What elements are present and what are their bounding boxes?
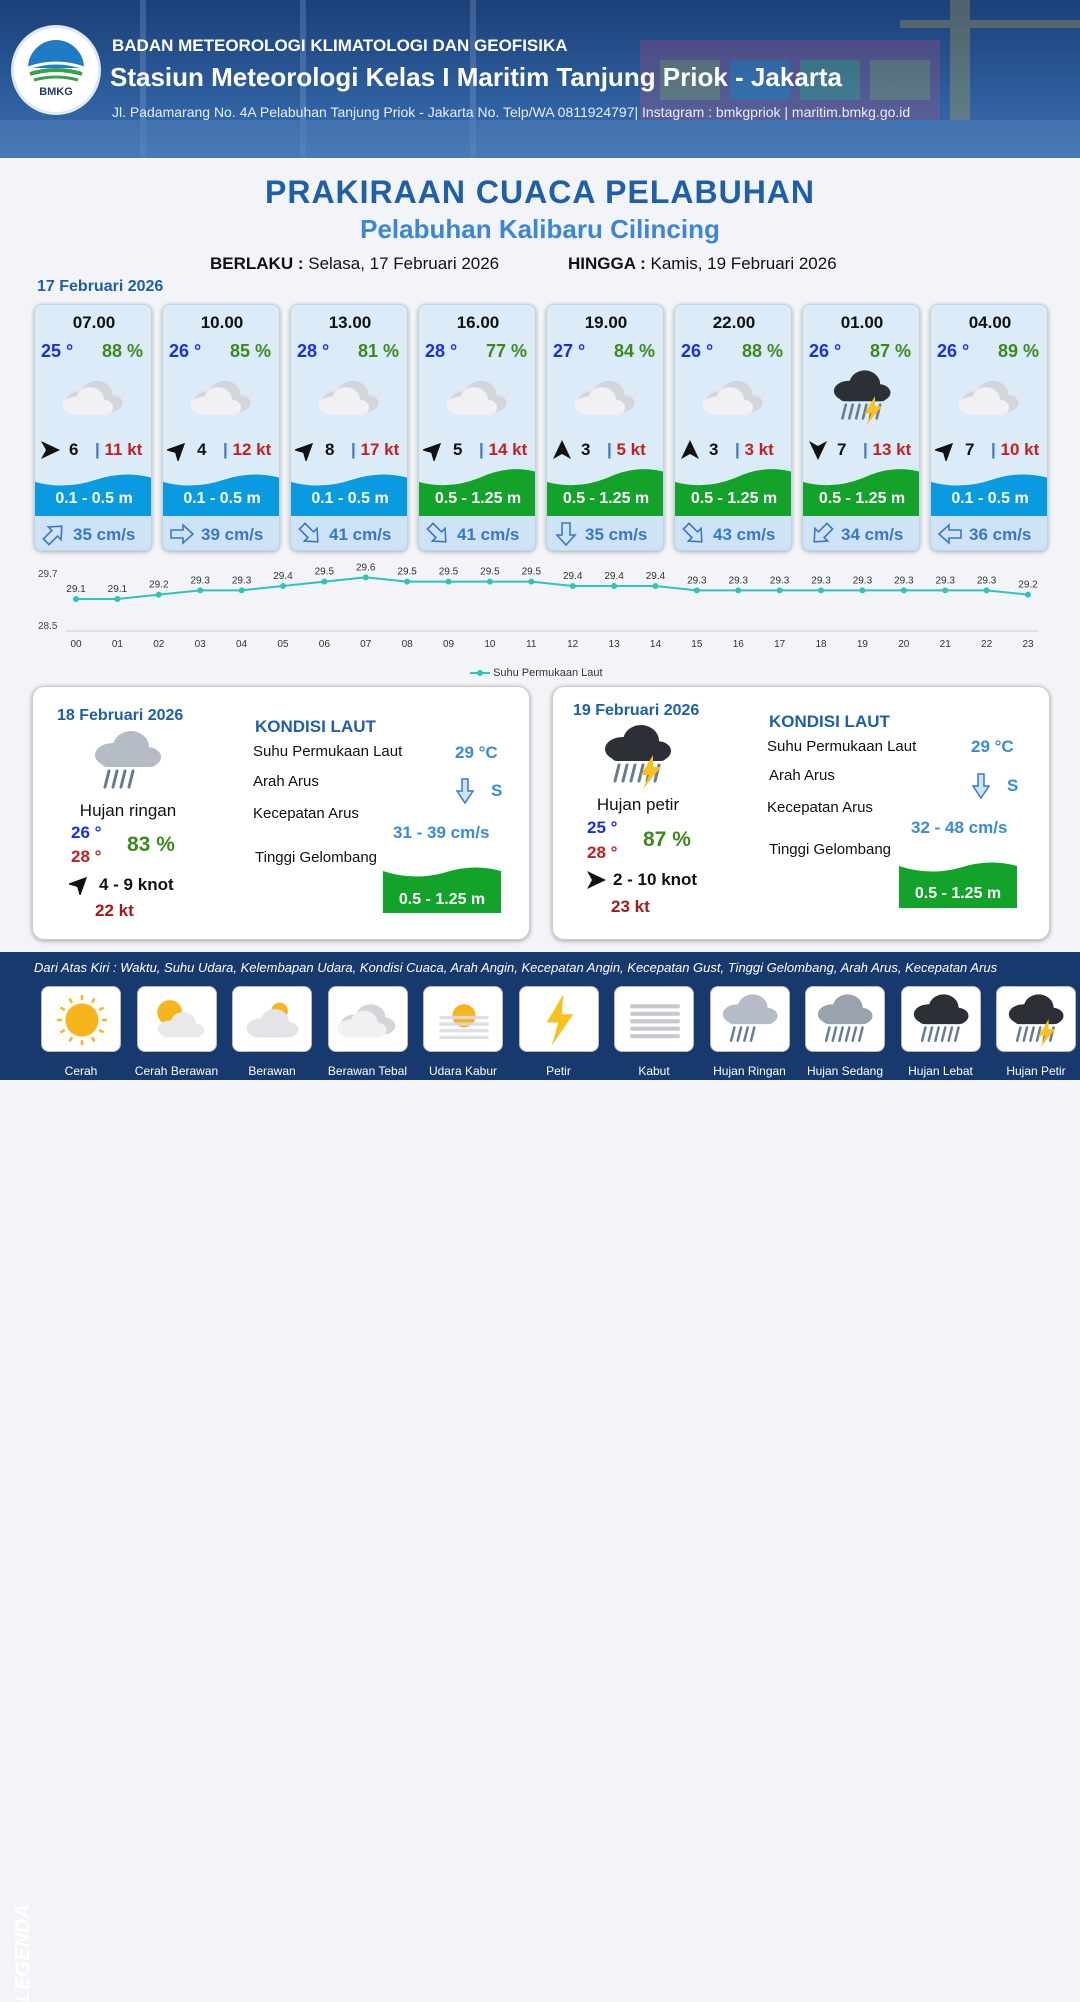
legend-item-petir [519,986,599,1052]
x-tick-label: 02 [153,639,165,650]
hujan-lebat-icon [907,991,977,1049]
legend-item-hujan-lebat [901,986,981,1052]
sea-condition-title: KONDISI LAUT [769,712,890,731]
page-subtitle: Pelabuhan Kalibaru Cilincing [360,214,720,244]
legend-label: Hujan Lebat [908,1064,973,1078]
data-label: 29.4 [604,571,624,582]
legend-item-udara-kabur [423,986,503,1052]
legend-label: Hujan Petir [1006,1064,1066,1078]
sst-series-line [76,577,1028,599]
legend-label: Hujan Ringan [713,1064,786,1078]
legend-label: Cerah Berawan [134,1064,219,1078]
valid-to-label: HINGGA : [568,254,646,273]
current-direction-icon [681,521,707,547]
card-wind-speed: 6 [69,440,79,459]
bmkg-logo [14,28,98,112]
card-wave-height: 0.5 - 1.25 m [562,490,650,507]
card-current [419,516,536,551]
valid-from-label: BERLAKU : [210,254,304,273]
x-tick-label: 11 [526,639,537,650]
forecast-card-13-00 [290,304,408,551]
card-temperature: 27 ° [553,341,586,361]
card-wind-speed: 5 [453,440,463,459]
card-time: 07.00 [72,313,116,332]
card-humidity: 88 % [741,341,783,361]
sst-point [446,579,452,585]
wind-direction-icon [167,439,189,461]
udara-kabur-icon [429,991,499,1049]
x-tick-label: 05 [277,639,289,650]
current-direction-icon [937,521,963,547]
card-gust: | 17 kt [351,440,400,459]
data-label: 29.3 [231,575,252,587]
data-label: 29.5 [397,566,417,578]
wind-direction-icon [69,873,91,895]
current-direction-icon [41,521,67,547]
legend-description: Dari Atas Kiri : Waktu, Suhu Udara, Kelembapan Udara, Kondisi Cuaca, Arah Angin, Kecepatan Angin, Kecepatan Gust, Tinggi Gelombang, Arah Arus, Kecepatan Arus [34,960,998,975]
sst-point [901,587,907,593]
sst-point [735,587,741,593]
card-humidity: 88 % [101,341,143,361]
sst-label: Suhu Permukaan Laut [767,738,917,755]
sst-point [818,587,824,593]
cloudy-icon [441,367,517,427]
card-current-speed: 35 cm/s [73,525,136,544]
hujan-ringan-icon [716,991,786,1049]
sst-point [528,579,534,585]
current-direction-arrow-icon [455,777,475,805]
cloudy-icon [569,367,645,427]
card-current-speed: 34 cm/s [841,525,904,544]
sst-value: 29 °C [971,737,1014,756]
cloudy-icon [57,367,133,427]
current-direction-icon [169,521,195,547]
card-gust: | 5 kt [607,440,646,459]
current-speed-label: Kecepatan Arus [767,799,873,816]
day-panel-18 [32,686,530,940]
data-label: 29.3 [935,575,955,587]
x-tick-label: 12 [567,639,579,650]
x-tick-label: 19 [856,639,868,650]
card-wind-speed: 3 [581,440,591,459]
legend-label: Berawan Tebal [327,1064,408,1078]
sst-point [239,587,245,593]
panel-wind: 2 - 10 knot [613,870,698,889]
x-tick-label: 03 [194,639,206,650]
forecast-card-22-00 [674,304,792,551]
card-current [163,516,280,551]
card-current [803,516,920,551]
card-time: 16.00 [456,313,500,332]
sst-point [156,592,162,598]
valid-from-value: Selasa, 17 Februari 2026 [308,254,500,273]
org-name: BADAN METEOROLOGI KLIMATOLOGI DAN GEOFISIKA [112,36,568,55]
card-current [675,516,792,551]
sst-point [859,587,865,593]
wave-height-value: 0.5 - 1.25 m [914,885,1002,902]
data-label: 29.1 [66,584,86,595]
legend-label: Hujan Sedang [806,1064,884,1078]
kabut-icon [620,991,690,1049]
logo-text: BMKG [39,86,73,98]
card-current-speed: 36 cm/s [969,525,1032,544]
panel-date: 19 Februari 2026 [573,702,700,719]
x-tick-label: 21 [939,639,951,650]
wind-direction-icon [935,439,957,461]
card-wind-speed: 3 [709,440,719,459]
card-humidity: 87 % [869,341,911,361]
wind-direction-icon [295,439,317,461]
panel-condition: Hujan ringan [79,801,177,820]
hujan-petir-icon [1002,991,1072,1049]
legend-item-hujan-sedang [805,986,885,1052]
data-label: 29.5 [521,566,542,578]
card-humidity: 84 % [613,341,655,361]
chart-legend-marker-icon [470,668,490,678]
card-time: 22.00 [712,313,756,332]
card-current [931,516,1048,551]
card-gust-value: 3 kt [744,440,774,459]
panel-temp-max: 28 ° [71,847,102,866]
wave-height-label: Tinggi Gelombang [769,841,892,858]
card-time: 10.00 [200,313,244,332]
data-label: 29.5 [314,566,335,578]
day1-date: 17 Februari 2026 [37,278,164,295]
legend-label: Udara Kabur [428,1064,498,1078]
current-direction-icon [809,521,835,547]
cerah-berawan-icon [143,991,213,1049]
light-rain-icon [89,727,169,797]
data-label: 29.4 [562,571,583,582]
wave-height-label: Tinggi Gelombang [255,849,378,866]
berawan-icon [238,991,308,1049]
chart-legend-label: Suhu Permukaan Laut [493,667,603,679]
sst-point [984,587,990,593]
x-tick-label: 22 [981,639,993,650]
valid-to-value: Kamis, 19 Februari 2026 [650,254,837,273]
card-humidity: 81 % [357,341,399,361]
card-current-speed: 43 cm/s [713,525,776,544]
sst-point [363,574,369,580]
card-temperature: 26 ° [681,341,714,361]
card-wave-height: 0.1 - 0.5 m [183,490,261,507]
x-tick-label: 06 [318,639,330,650]
valid-from [210,254,499,274]
card-current [547,516,664,551]
panel-humidity: 87 % [643,828,691,851]
y-tick-label: 29.7 [38,569,58,580]
card-current [291,516,408,551]
y-tick-label: 28.5 [38,621,58,632]
card-wind-speed: 8 [325,440,335,459]
valid-to [568,254,837,274]
panel-date: 18 Februari 2026 [57,707,184,724]
cloudy-icon [953,367,1029,427]
card-time: 19.00 [584,313,628,332]
card-temperature: 28 ° [425,341,458,361]
sst-point [404,579,410,585]
x-tick-label: 14 [649,639,662,650]
legend-label: Petir [546,1064,571,1078]
card-gust-value: 10 kt [1000,440,1040,459]
card-wave-height: 0.1 - 0.5 m [311,490,389,507]
sst-point [197,587,203,593]
x-tick-label: 18 [815,639,827,650]
header-banner [0,0,1080,158]
current-direction-value: S [1007,776,1019,795]
x-tick-label: 01 [111,639,123,650]
address: Jl. Padamarang No. 4A Pelabuhan Tanjung Priok - Jakarta No. Telp/WA 0811924797| Instagram : bmkgpriok | maritim.bmkg.go.id [112,104,911,120]
data-label: 29.3 [769,575,790,587]
sst-point [280,583,286,589]
sea-condition-title: KONDISI LAUT [255,717,376,736]
data-label: 29.5 [480,566,500,578]
card-humidity: 85 % [229,341,271,361]
sst-point [611,583,617,589]
x-tick-label: 09 [442,639,455,650]
current-speed-value: 32 - 48 cm/s [911,818,1008,837]
card-gust-value: 13 kt [872,440,912,459]
sst-point [73,596,79,602]
card-wind-speed: 7 [965,440,975,459]
panel-gust: 23 kt [611,897,650,916]
cloudy-icon [185,367,261,427]
data-label: 29.3 [811,575,831,587]
card-gust: | 12 kt [223,440,272,459]
card-wave-height: 0.1 - 0.5 m [951,490,1029,507]
legend-item-berawan-tebal [328,986,408,1052]
card-time: 13.00 [328,313,372,332]
card-temperature: 25 ° [41,341,74,361]
card-gust: | 3 kt [735,440,774,459]
current-direction-icon [297,521,323,547]
sst-point [942,587,948,593]
forecast-card-01-00 [802,304,920,551]
card-wave-height: 0.5 - 1.25 m [690,490,778,507]
card-temperature: 26 ° [169,341,202,361]
sst-point [694,587,700,593]
card-wind-speed: 4 [197,440,207,459]
x-tick-label: 07 [360,639,372,650]
petir-icon [525,991,595,1049]
current-direction-icon [425,521,451,547]
card-humidity: 77 % [485,341,527,361]
x-tick-label: 16 [732,639,744,650]
berawan-tebal-icon [334,991,404,1049]
hujan-sedang-icon [811,991,881,1049]
legend-title: LEGENDA [12,1904,34,2002]
wind-direction-icon [807,439,829,461]
card-gust: | 10 kt [991,440,1040,459]
panel-temp-min: 26 ° [71,823,102,842]
current-direction-label: Arah Arus [253,773,319,790]
bmkg-emblem-icon [14,28,98,88]
data-label: 29.2 [1018,579,1038,591]
forecast-card-16-00 [418,304,536,551]
card-gust-value: 17 kt [360,440,400,459]
panel-temp-max: 28 ° [587,843,618,862]
panel-temp-min: 25 ° [587,818,618,837]
data-label: 29.3 [728,575,748,587]
card-gust: | 13 kt [863,440,912,459]
data-label: 29.4 [273,571,293,582]
wind-direction-icon [585,869,607,891]
wind-direction-icon [423,439,445,461]
data-label: 29.6 [356,562,376,574]
sst-point [114,596,120,602]
wind-direction-icon [39,439,61,461]
data-label: 29.1 [107,584,128,595]
panel-humidity: 83 % [127,833,175,856]
wave-height-value: 0.5 - 1.25 m [398,891,486,908]
data-label: 29.2 [149,579,169,591]
current-direction-icon [553,521,579,547]
card-current-speed: 39 cm/s [201,525,264,544]
cerah-icon [47,991,117,1049]
data-label: 29.3 [687,575,707,587]
card-time: 04.00 [968,313,1012,332]
wind-direction-icon [679,439,701,461]
cloudy-icon [313,367,389,427]
card-gust: | 11 kt [95,440,143,459]
forecast-card-19-00 [546,304,664,551]
card-gust-value: 12 kt [232,440,272,459]
card-gust-value: 14 kt [488,440,528,459]
x-tick-label: 04 [236,639,248,650]
x-tick-label: 17 [774,639,786,650]
current-direction-arrow-icon [971,772,991,800]
thunderstorm-icon [599,721,679,791]
card-current-speed: 41 cm/s [329,525,392,544]
data-label: 29.3 [852,575,873,587]
card-wave-height: 0.5 - 1.25 m [434,490,522,507]
wind-direction-icon [551,439,573,461]
sst-point [321,579,327,585]
card-gust-value: 5 kt [616,440,646,459]
legend-item-cerah [41,986,121,1052]
current-direction-value: S [491,781,503,800]
legend-label: Kabut [638,1064,670,1078]
card-humidity: 89 % [997,341,1039,361]
legend-item-berawan [232,986,312,1052]
card-current [35,516,152,551]
x-tick-label: 00 [70,639,82,650]
x-tick-label: 13 [608,639,620,650]
page-title: PRAKIRAAN CUACA PELABUHAN [264,174,816,210]
card-temperature: 26 ° [937,341,970,361]
card-wind-speed: 7 [837,440,847,459]
sst-point [1025,592,1031,598]
forecast-card-07-00 [34,304,152,551]
legend-item-kabut [614,986,694,1052]
sst-value: 29 °C [455,743,498,762]
data-label: 29.3 [894,575,914,587]
panel-wind: 4 - 9 knot [99,875,174,894]
panel-gust: 22 kt [95,901,134,920]
card-temperature: 26 ° [809,341,842,361]
card-wave-height: 0.1 - 0.5 m [55,490,133,507]
card-current-speed: 35 cm/s [585,525,648,544]
card-wave-height: 0.5 - 1.25 m [818,490,906,507]
x-tick-label: 10 [484,639,496,650]
cloudy-icon [697,367,773,427]
data-label: 29.3 [190,575,210,587]
legend-label: Berawan [248,1064,296,1078]
sst-label: Suhu Permukaan Laut [253,743,403,760]
data-label: 29.5 [438,566,459,578]
legend-item-hujan-ringan [710,986,790,1052]
sst-point [777,587,783,593]
legend-label: Cerah [64,1064,98,1078]
current-direction-label: Arah Arus [769,767,835,784]
x-tick-label: 20 [898,639,910,650]
card-time: 01.00 [840,313,884,332]
sst-point [652,583,658,589]
card-temperature: 28 ° [297,341,330,361]
panel-condition: Hujan petir [596,795,680,814]
current-speed-value: 31 - 39 cm/s [393,823,490,842]
chart-legend [470,667,603,679]
thunderstorm-icon [825,367,901,427]
station-name: Stasiun Meteorologi Kelas I Maritim Tanjung Priok - Jakarta [110,62,843,92]
forecast-card-10-00 [162,304,280,551]
day-panel-19 [552,686,1050,940]
card-current-speed: 41 cm/s [457,525,520,544]
x-tick-label: 23 [1022,639,1034,650]
data-label: 29.4 [645,571,666,582]
sst-point [570,583,576,589]
current-speed-label: Kecepatan Arus [253,805,359,822]
x-tick-label: 08 [401,639,413,650]
data-label: 29.3 [976,575,997,587]
forecast-card-04-00 [930,304,1048,551]
sst-point [487,579,493,585]
card-gust-value: 11 kt [104,440,143,459]
legend-item-hujan-petir [996,986,1076,1052]
card-gust: | 14 kt [479,440,528,459]
x-tick-label: 15 [691,639,703,650]
legend-item-cerah-berawan [137,986,217,1052]
